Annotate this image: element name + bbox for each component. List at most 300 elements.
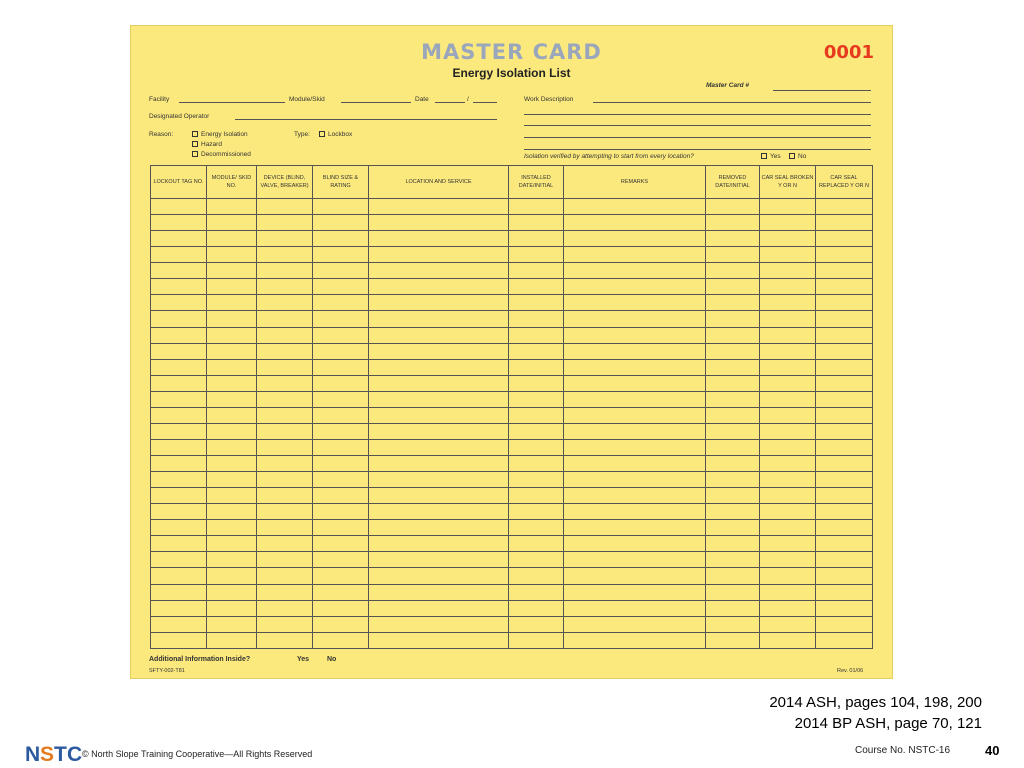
table-cell[interactable] xyxy=(816,456,873,472)
table-cell[interactable] xyxy=(313,199,369,215)
table-cell[interactable] xyxy=(207,247,257,263)
table-cell[interactable] xyxy=(816,343,873,359)
table-cell[interactable] xyxy=(313,263,369,279)
table-cell[interactable] xyxy=(257,247,313,263)
table-cell[interactable] xyxy=(151,199,207,215)
table-cell[interactable] xyxy=(509,215,564,231)
table-cell[interactable] xyxy=(564,552,706,568)
table-cell[interactable] xyxy=(760,520,816,536)
additional-info-yes[interactable]: Yes xyxy=(297,656,310,663)
table-cell[interactable] xyxy=(760,279,816,295)
table-cell[interactable] xyxy=(816,247,873,263)
table-cell[interactable] xyxy=(564,295,706,311)
table-cell[interactable] xyxy=(509,231,564,247)
table-cell[interactable] xyxy=(816,311,873,327)
table-cell[interactable] xyxy=(760,375,816,391)
table-cell[interactable] xyxy=(313,472,369,488)
table-cell[interactable] xyxy=(207,215,257,231)
table-cell[interactable] xyxy=(369,295,509,311)
table-cell[interactable] xyxy=(706,504,760,520)
table-cell[interactable] xyxy=(706,215,760,231)
table-cell[interactable] xyxy=(369,488,509,504)
table-cell[interactable] xyxy=(816,568,873,584)
table-cell[interactable] xyxy=(760,295,816,311)
table-cell[interactable] xyxy=(564,423,706,439)
table-cell[interactable] xyxy=(760,423,816,439)
table-cell[interactable] xyxy=(509,552,564,568)
table-cell[interactable] xyxy=(313,231,369,247)
table-cell[interactable] xyxy=(313,552,369,568)
table-cell[interactable] xyxy=(564,311,706,327)
table-cell[interactable] xyxy=(760,407,816,423)
table-cell[interactable] xyxy=(257,311,313,327)
table-cell[interactable] xyxy=(369,568,509,584)
table-cell[interactable] xyxy=(369,359,509,375)
table-cell[interactable] xyxy=(313,536,369,552)
table-cell[interactable] xyxy=(706,263,760,279)
table-cell[interactable] xyxy=(509,343,564,359)
checkbox-icon[interactable] xyxy=(319,131,325,137)
table-cell[interactable] xyxy=(313,504,369,520)
table-cell[interactable] xyxy=(151,488,207,504)
table-cell[interactable] xyxy=(257,536,313,552)
table-cell[interactable] xyxy=(564,247,706,263)
table-cell[interactable] xyxy=(564,488,706,504)
table-cell[interactable] xyxy=(760,456,816,472)
table-cell[interactable] xyxy=(816,536,873,552)
table-cell[interactable] xyxy=(760,311,816,327)
table-cell[interactable] xyxy=(816,279,873,295)
table-cell[interactable] xyxy=(369,472,509,488)
table-cell[interactable] xyxy=(151,632,207,648)
table-cell[interactable] xyxy=(151,552,207,568)
table-cell[interactable] xyxy=(313,407,369,423)
table-cell[interactable] xyxy=(564,520,706,536)
table-cell[interactable] xyxy=(509,199,564,215)
table-cell[interactable] xyxy=(207,600,257,616)
table-cell[interactable] xyxy=(369,439,509,455)
table-cell[interactable] xyxy=(207,584,257,600)
table-cell[interactable] xyxy=(509,375,564,391)
table-cell[interactable] xyxy=(207,472,257,488)
table-cell[interactable] xyxy=(207,568,257,584)
table-cell[interactable] xyxy=(207,520,257,536)
table-cell[interactable] xyxy=(207,536,257,552)
table-cell[interactable] xyxy=(151,231,207,247)
table-cell[interactable] xyxy=(313,391,369,407)
table-cell[interactable] xyxy=(369,247,509,263)
table-cell[interactable] xyxy=(816,552,873,568)
table-cell[interactable] xyxy=(369,343,509,359)
table-cell[interactable] xyxy=(509,247,564,263)
table-cell[interactable] xyxy=(816,391,873,407)
table-cell[interactable] xyxy=(313,488,369,504)
table-cell[interactable] xyxy=(706,456,760,472)
checkbox-icon[interactable] xyxy=(789,153,795,159)
table-cell[interactable] xyxy=(564,568,706,584)
additional-info-no[interactable]: No xyxy=(327,656,337,663)
table-cell[interactable] xyxy=(564,231,706,247)
table-cell[interactable] xyxy=(816,439,873,455)
table-cell[interactable] xyxy=(760,359,816,375)
table-cell[interactable] xyxy=(509,423,564,439)
table-cell[interactable] xyxy=(816,504,873,520)
table-cell[interactable] xyxy=(313,616,369,632)
table-cell[interactable] xyxy=(564,279,706,295)
table-cell[interactable] xyxy=(207,359,257,375)
table-cell[interactable] xyxy=(313,247,369,263)
table-cell[interactable] xyxy=(509,295,564,311)
table-cell[interactable] xyxy=(760,488,816,504)
table-cell[interactable] xyxy=(369,375,509,391)
table-cell[interactable] xyxy=(207,423,257,439)
table-cell[interactable] xyxy=(760,632,816,648)
table-cell[interactable] xyxy=(816,199,873,215)
table-cell[interactable] xyxy=(706,343,760,359)
table-cell[interactable] xyxy=(151,247,207,263)
table-cell[interactable] xyxy=(706,199,760,215)
table-cell[interactable] xyxy=(151,536,207,552)
logo-letter-n: N xyxy=(25,743,41,764)
table-cell[interactable] xyxy=(706,472,760,488)
reason-option-hazard[interactable]: Hazard xyxy=(192,141,222,148)
table-cell[interactable] xyxy=(564,407,706,423)
table-cell[interactable] xyxy=(706,616,760,632)
reason-option-decommissioned[interactable]: Decommissioned xyxy=(192,151,251,158)
table-cell[interactable] xyxy=(706,552,760,568)
table-cell[interactable] xyxy=(151,391,207,407)
table-cell[interactable] xyxy=(564,327,706,343)
table-cell[interactable] xyxy=(706,295,760,311)
column-header: LOCATION AND SERVICE xyxy=(369,166,509,199)
table-cell[interactable] xyxy=(313,295,369,311)
table-cell[interactable] xyxy=(706,359,760,375)
table-cell[interactable] xyxy=(816,327,873,343)
table-cell[interactable] xyxy=(257,584,313,600)
table-cell[interactable] xyxy=(564,600,706,616)
table-cell[interactable] xyxy=(151,600,207,616)
table-cell[interactable] xyxy=(760,199,816,215)
table-cell[interactable] xyxy=(151,407,207,423)
table-cell[interactable] xyxy=(564,375,706,391)
table-cell[interactable] xyxy=(313,359,369,375)
table-cell[interactable] xyxy=(760,536,816,552)
table-cell[interactable] xyxy=(313,568,369,584)
table-cell[interactable] xyxy=(816,520,873,536)
table-cell[interactable] xyxy=(313,279,369,295)
table-cell[interactable] xyxy=(369,456,509,472)
table-cell[interactable] xyxy=(257,295,313,311)
table-cell[interactable] xyxy=(509,616,564,632)
table-cell[interactable] xyxy=(760,584,816,600)
table-cell[interactable] xyxy=(706,439,760,455)
checkbox-icon[interactable] xyxy=(192,141,198,147)
table-cell[interactable] xyxy=(151,311,207,327)
table-cell[interactable] xyxy=(257,263,313,279)
table-cell[interactable] xyxy=(369,407,509,423)
table-cell[interactable] xyxy=(313,327,369,343)
table-cell[interactable] xyxy=(706,488,760,504)
table-cell[interactable] xyxy=(816,488,873,504)
table-cell[interactable] xyxy=(257,520,313,536)
type-option-lockbox[interactable]: Lockbox xyxy=(319,131,352,138)
table-cell[interactable] xyxy=(509,439,564,455)
table-cell[interactable] xyxy=(509,391,564,407)
table-cell[interactable] xyxy=(706,247,760,263)
table-cell[interactable] xyxy=(151,456,207,472)
table-cell[interactable] xyxy=(207,311,257,327)
table-cell[interactable] xyxy=(257,616,313,632)
table-cell[interactable] xyxy=(760,439,816,455)
table-cell[interactable] xyxy=(816,295,873,311)
table-cell[interactable] xyxy=(151,343,207,359)
table-cell[interactable] xyxy=(509,504,564,520)
table-cell[interactable] xyxy=(257,632,313,648)
table-cell[interactable] xyxy=(257,215,313,231)
table-cell[interactable] xyxy=(706,231,760,247)
table-cell[interactable] xyxy=(564,215,706,231)
table-cell[interactable] xyxy=(151,263,207,279)
table-cell[interactable] xyxy=(564,439,706,455)
checkbox-icon[interactable] xyxy=(192,131,198,137)
table-cell[interactable] xyxy=(509,584,564,600)
table-cell[interactable] xyxy=(207,375,257,391)
table-cell[interactable] xyxy=(706,327,760,343)
table-cell[interactable] xyxy=(760,343,816,359)
table-cell[interactable] xyxy=(207,456,257,472)
table-cell[interactable] xyxy=(313,343,369,359)
table-cell[interactable] xyxy=(313,584,369,600)
table-cell[interactable] xyxy=(207,295,257,311)
table-cell[interactable] xyxy=(509,472,564,488)
table-cell[interactable] xyxy=(151,295,207,311)
table-cell[interactable] xyxy=(509,407,564,423)
table-cell[interactable] xyxy=(151,327,207,343)
table-cell[interactable] xyxy=(313,439,369,455)
table-cell[interactable] xyxy=(207,263,257,279)
table-cell[interactable] xyxy=(816,263,873,279)
table-cell[interactable] xyxy=(564,536,706,552)
table-cell[interactable] xyxy=(509,600,564,616)
table-cell[interactable] xyxy=(257,439,313,455)
table-cell[interactable] xyxy=(313,520,369,536)
table-cell[interactable] xyxy=(257,407,313,423)
table-cell[interactable] xyxy=(706,568,760,584)
table-cell[interactable] xyxy=(207,504,257,520)
table-cell[interactable] xyxy=(207,552,257,568)
table-cell[interactable] xyxy=(706,279,760,295)
table-cell[interactable] xyxy=(564,263,706,279)
table-cell[interactable] xyxy=(313,311,369,327)
table-cell[interactable] xyxy=(369,600,509,616)
table-cell[interactable] xyxy=(509,263,564,279)
table-cell[interactable] xyxy=(509,311,564,327)
table-cell[interactable] xyxy=(369,536,509,552)
table-cell[interactable] xyxy=(257,423,313,439)
table-cell[interactable] xyxy=(151,359,207,375)
table-cell[interactable] xyxy=(369,632,509,648)
checkbox-icon[interactable] xyxy=(192,151,198,157)
table-cell[interactable] xyxy=(816,359,873,375)
table-cell[interactable] xyxy=(706,536,760,552)
table-cell[interactable] xyxy=(151,520,207,536)
table-cell[interactable] xyxy=(369,215,509,231)
table-cell[interactable] xyxy=(816,616,873,632)
table-row xyxy=(151,215,873,231)
table-cell[interactable] xyxy=(760,568,816,584)
table-cell[interactable] xyxy=(564,359,706,375)
table-cell[interactable] xyxy=(816,472,873,488)
table-cell[interactable] xyxy=(509,327,564,343)
table-cell[interactable] xyxy=(151,215,207,231)
table-cell[interactable] xyxy=(369,199,509,215)
table-cell[interactable] xyxy=(151,279,207,295)
table-cell[interactable] xyxy=(369,391,509,407)
table-cell[interactable] xyxy=(760,600,816,616)
table-cell[interactable] xyxy=(207,616,257,632)
table-cell[interactable] xyxy=(207,632,257,648)
table-cell[interactable] xyxy=(207,279,257,295)
table-cell[interactable] xyxy=(257,375,313,391)
table-cell[interactable] xyxy=(257,472,313,488)
table-cell[interactable] xyxy=(313,423,369,439)
table-cell[interactable] xyxy=(706,584,760,600)
table-cell[interactable] xyxy=(564,199,706,215)
table-cell[interactable] xyxy=(151,472,207,488)
table-cell[interactable] xyxy=(509,359,564,375)
table-cell[interactable] xyxy=(760,247,816,263)
table-cell[interactable] xyxy=(706,375,760,391)
table-cell[interactable] xyxy=(151,584,207,600)
table-cell[interactable] xyxy=(151,439,207,455)
table-cell[interactable] xyxy=(257,343,313,359)
table-cell[interactable] xyxy=(313,456,369,472)
table-cell[interactable] xyxy=(151,504,207,520)
table-cell[interactable] xyxy=(760,215,816,231)
table-cell[interactable] xyxy=(369,552,509,568)
table-cell[interactable] xyxy=(706,407,760,423)
table-cell[interactable] xyxy=(509,568,564,584)
table-cell[interactable] xyxy=(257,359,313,375)
table-cell[interactable] xyxy=(816,375,873,391)
table-cell[interactable] xyxy=(760,552,816,568)
table-cell[interactable] xyxy=(207,327,257,343)
table-cell[interactable] xyxy=(257,488,313,504)
table-cell[interactable] xyxy=(369,423,509,439)
table-cell[interactable] xyxy=(564,391,706,407)
verify-yes[interactable]: Yes xyxy=(761,153,781,160)
reference-line: 2014 ASH, pages 104, 198, 200 xyxy=(769,694,982,711)
table-row xyxy=(151,375,873,391)
table-cell[interactable] xyxy=(564,504,706,520)
table-cell[interactable] xyxy=(313,215,369,231)
table-cell[interactable] xyxy=(816,584,873,600)
table-cell[interactable] xyxy=(257,327,313,343)
table-cell[interactable] xyxy=(369,504,509,520)
table-cell[interactable] xyxy=(706,391,760,407)
table-cell[interactable] xyxy=(706,423,760,439)
table-cell[interactable] xyxy=(257,231,313,247)
table-cell[interactable] xyxy=(369,279,509,295)
table-cell[interactable] xyxy=(706,600,760,616)
verify-no[interactable]: No xyxy=(789,153,806,160)
table-cell[interactable] xyxy=(564,584,706,600)
table-cell[interactable] xyxy=(564,456,706,472)
table-cell[interactable] xyxy=(369,263,509,279)
table-cell[interactable] xyxy=(760,391,816,407)
table-cell[interactable] xyxy=(760,263,816,279)
table-cell[interactable] xyxy=(207,231,257,247)
table-cell[interactable] xyxy=(816,407,873,423)
table-cell[interactable] xyxy=(257,552,313,568)
checkbox-icon[interactable] xyxy=(761,153,767,159)
table-cell[interactable] xyxy=(816,215,873,231)
table-cell[interactable] xyxy=(369,327,509,343)
table-cell[interactable] xyxy=(257,391,313,407)
table-cell[interactable] xyxy=(760,504,816,520)
table-cell[interactable] xyxy=(313,632,369,648)
table-cell[interactable] xyxy=(509,520,564,536)
table-cell[interactable] xyxy=(369,616,509,632)
table-cell[interactable] xyxy=(509,456,564,472)
table-cell[interactable] xyxy=(151,423,207,439)
table-cell[interactable] xyxy=(207,199,257,215)
table-cell[interactable] xyxy=(369,584,509,600)
table-cell[interactable] xyxy=(564,343,706,359)
table-cell[interactable] xyxy=(564,632,706,648)
table-cell[interactable] xyxy=(706,632,760,648)
table-cell[interactable] xyxy=(151,375,207,391)
table-cell[interactable] xyxy=(207,391,257,407)
table-cell[interactable] xyxy=(816,600,873,616)
table-cell[interactable] xyxy=(207,439,257,455)
table-cell[interactable] xyxy=(706,520,760,536)
table-cell[interactable] xyxy=(257,600,313,616)
table-cell[interactable] xyxy=(760,327,816,343)
table-cell[interactable] xyxy=(509,536,564,552)
table-cell[interactable] xyxy=(369,311,509,327)
table-cell[interactable] xyxy=(207,488,257,504)
table-cell[interactable] xyxy=(257,504,313,520)
table-cell[interactable] xyxy=(257,568,313,584)
table-cell[interactable] xyxy=(816,632,873,648)
table-cell[interactable] xyxy=(257,279,313,295)
table-cell[interactable] xyxy=(151,616,207,632)
table-cell[interactable] xyxy=(564,472,706,488)
table-cell[interactable] xyxy=(760,616,816,632)
reason-option-energy[interactable]: Energy Isolation xyxy=(192,131,248,138)
table-cell[interactable] xyxy=(760,231,816,247)
table-cell[interactable] xyxy=(151,568,207,584)
table-cell[interactable] xyxy=(369,520,509,536)
table-cell[interactable] xyxy=(816,423,873,439)
table-cell[interactable] xyxy=(564,616,706,632)
table-cell[interactable] xyxy=(369,231,509,247)
revision-label: Rev. 01/06 xyxy=(837,668,864,674)
table-cell[interactable] xyxy=(509,488,564,504)
table-cell[interactable] xyxy=(207,343,257,359)
table-cell[interactable] xyxy=(207,407,257,423)
table-cell[interactable] xyxy=(706,311,760,327)
table-cell[interactable] xyxy=(509,279,564,295)
table-cell[interactable] xyxy=(816,231,873,247)
table-cell[interactable] xyxy=(313,375,369,391)
table-cell[interactable] xyxy=(509,632,564,648)
table-cell[interactable] xyxy=(313,600,369,616)
table-cell[interactable] xyxy=(760,472,816,488)
table-cell[interactable] xyxy=(257,456,313,472)
table-cell[interactable] xyxy=(257,199,313,215)
